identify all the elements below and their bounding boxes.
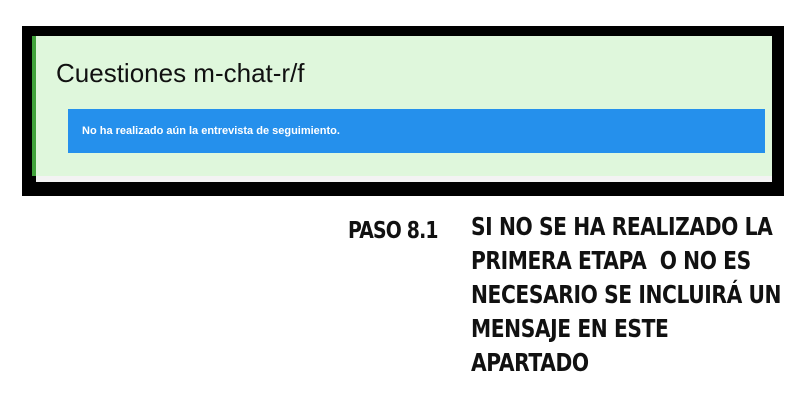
panel-footer (36, 176, 772, 182)
step-description-line: MENSAJE EN ESTE (471, 314, 669, 343)
step-description-line: NECESARIO SE INCLUIRÁ UN (471, 280, 782, 309)
info-alert (68, 109, 765, 153)
screenshot-frame (22, 26, 784, 196)
panel-title: Cuestiones m-chat-r/f (56, 58, 305, 88)
step-description-line: APARTADO (471, 348, 589, 377)
step-description (471, 210, 795, 380)
step-description-line: SI NO SE HA REALIZADO LA (471, 212, 773, 241)
mchat-questions-panel (32, 36, 772, 176)
alert-message: No ha realizado aún la entrevista de seguimiento. (82, 125, 340, 137)
step-description-line: PRIMERA ETAPA O NO ES (471, 246, 751, 275)
step-label: PASO 8.1 (348, 218, 438, 244)
